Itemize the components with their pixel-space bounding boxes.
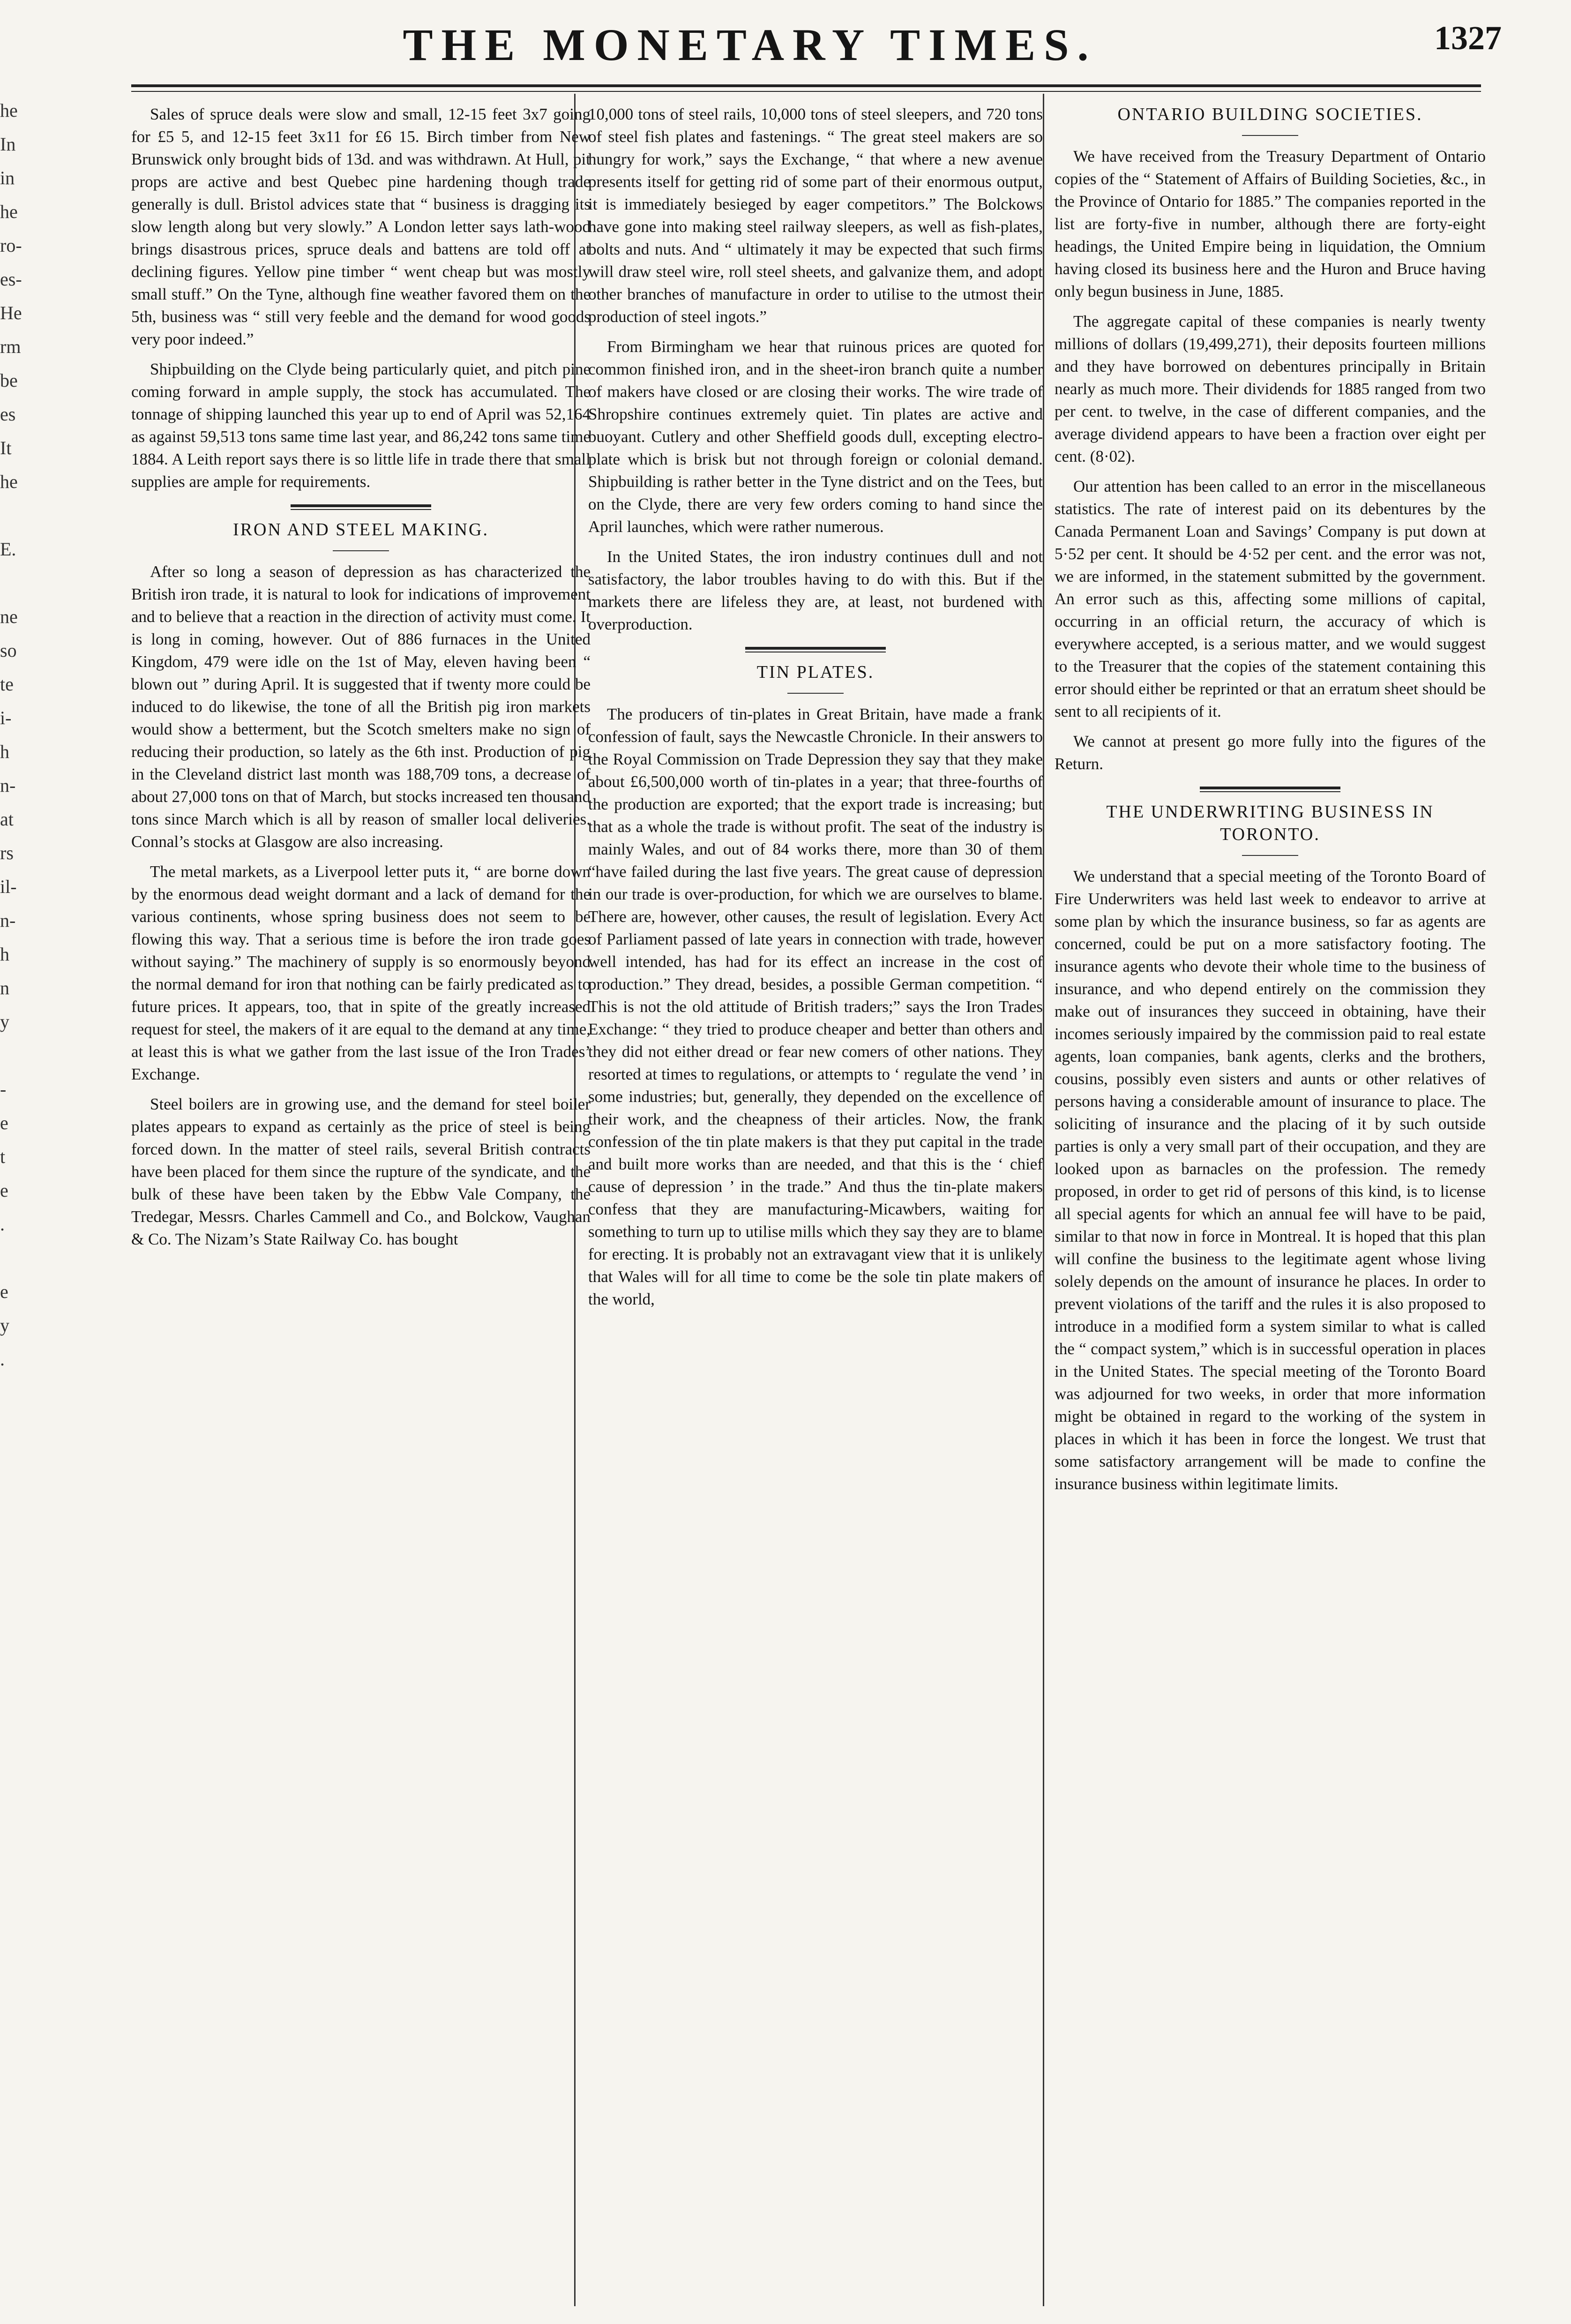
paragraph-steel-rails: 10,000 tons of steel rails, 10,000 tons of steel sleepers, and 720 tons of steel fish plates and fastenings. “ The great steel makers are so hungry for work,” says the Exchange, “ that where a new avenue presents itself for getting rid of some part of their enormous output, it is immediately besieged by eager competitors.” The Bolckows have gone into making steel railway sleepers, as well as fish-plates, bolts and nuts. And “ ultimately it may be expected that such firms will draw steel wire, roll steel sheets, and galvanize them, and adopt other branches of manufacture in order to utilise to the utmost their production of steel ingots.” <box>588 105 1043 326</box>
margin-fragment: be <box>0 370 18 391</box>
paragraph-underwriters-meeting: We understand that a special meeting of the Toronto Board of Fire Underwriters was held last week to endeavor to arrive at some plan by which the insurance business, so far as agents are concerned, could be put on a more satisfactory footing. The insurance agents who devote their whole time to the business of insurance, and who depend entirely on the commission they make out of insurances they succeed in obtaining, have their incomes seriously impaired by the commission paid to real estate agents, loan companies, bank agents, clerks and the brothers, cousins, possibly even sisters and aunts or other relatives of persons having a considerable amount of insurance to place. The soliciting of insurance and the placing of it by such outside parties is only a very small part of their occupation, and they are looked upon as barnacles on the profession. The remedy proposed, in order to get rid of persons of this kind, is to license all special agents for which an annual fee will have to be paid, similar to that now in force in Montreal. It is hoped that this plan will confine the business to the legitimate agent whose living solely depends on the amount of insurance he places. In order to prevent violations of the tariff and the rules it is also proposed to introduce in a modified form a system similar to what is called the “ compact system,” which is in successful operation in places in the United States. The special meeting of the Toronto Board was adjourned for two weeks, in order that more information might be obtained in regard to the working of the system in places in which it has been in force the longest. We trust that some satisfactory arrangement will be made to confine the insurance business within legitimate limits. <box>1055 867 1486 1493</box>
margin-fragment: rs <box>0 842 14 863</box>
heading-ontario-building-societies: ONTARIO BUILDING SOCIETIES. <box>1117 105 1423 124</box>
heading-underline <box>1242 855 1298 856</box>
margin-fragment <box>0 566 47 600</box>
margin-fragment: e <box>0 1180 8 1201</box>
margin-fragment: in <box>0 167 15 188</box>
margin-fragment: he <box>0 100 18 121</box>
margin-fragment: n- <box>0 775 16 796</box>
paragraph-iron-depression: After so long a season of depression as has characterized the British iron trade, it is natural to look for indications of improvement and to believe that a reaction in the direction of activity must come. It is long in coming, however. Out of 886 furnaces in the United Kingdom, 479 were idle on the 1st of May, eleven having been “ blown out ” during April. It is suggested that if twenty more could be induced to do likewise, the tone of all the British pig iron markets would show a betterment, but the Scotch smelters make no sign of reducing their production, so lately as the 6th inst. Production of pig in the Cleveland district last month was 188,709 tons, a decrease of about 27,000 tons on that of March, but stocks increased ten thousand tons since March which is all by reason of smaller local deliveries. Connal’s stocks at Glasgow are also increasing. <box>131 562 591 851</box>
margin-fragment: h <box>0 944 9 965</box>
paragraph-united-states: In the United States, the iron industry continues dull and not satisfactory, the labor troubles having to do with this. But if the markets there are lifeless they are, at least, not burdened with overproduction. <box>588 547 1043 633</box>
margin-fragment: - <box>0 1079 7 1100</box>
paragraph-statistics-error: Our attention has been called to an error in the miscellaneous statistics. The rate of interest paid on its debentures by the Canada Permanent Loan and Savings’ Company is put down at 5·52 per cent. It should be 4·52 per cent. and the error was not, we are informed, in the statement submitted by the government. An error such as this, affecting some millions of capital, occurring in an official return, the accuracy of which is everywhere accepted, is a serious matter, and we would suggest to the Treasurer that the copies of the statement containing this error should either be reprinted or that an erratum sheet should be sent to all recipients of it. <box>1055 477 1486 720</box>
margin-fragment: te <box>0 674 14 695</box>
margin-fragment: n- <box>0 910 16 931</box>
column-divider-2 <box>1043 94 1044 2306</box>
masthead-title: THE MONETARY TIMES. <box>403 20 1097 70</box>
column-2 <box>588 103 1043 2297</box>
margin-fragment: at <box>0 809 14 830</box>
column-1 <box>131 103 591 2297</box>
margin-fragment: In <box>0 134 16 155</box>
margin-fragment: n <box>0 977 9 998</box>
heading-iron-steel: IRON AND STEEL MAKING. <box>233 520 489 540</box>
margin-fragment <box>0 1039 47 1072</box>
section-divider <box>1200 787 1340 792</box>
margin-fragment <box>0 499 47 532</box>
margin-fragment: rm <box>0 336 21 357</box>
heading-underline <box>787 693 844 694</box>
margin-fragment: He <box>0 302 22 323</box>
page-header <box>0 0 1571 89</box>
paragraph-timber-sales: Sales of spruce deals were slow and small, 12-15 feet 3x7 going for £5 5, and 12-15 feet 3x11 for £6 15. Birch timber from New Brunswick only brought bids of 13d. and was withdrawn. At Hull, pit props are active and best Quebec pine hardening though trade generally is dull. Bristol advices state that “ business is dragging its slow length along but very slowly.” A London letter says lath-wood brings disastrous prices, spruce deals and battens are told off at declining figures. Yellow pine timber “ went cheap but was mostly small stuff.” On the Tyne, although fine weather favored them on the 5th, business was “ still very feeble and the demand for wood goods very poor indeed.” <box>131 105 591 348</box>
page-number: 1327 <box>1434 19 1502 57</box>
paragraph-metal-markets: The metal markets, as a Liverpool letter puts it, “ are borne down by the enormous dead weight dormant and a lack of demand for the various continents, whose spring business does not seem to be flowing this way. That a serious time is before the iron trade goes without saying.” The machinery of supply is so enormously beyond the normal demand for iron that nothing can be fairly predicated as to future prices. It appears, too, that in spite of the greatly increased request for steel, the makers of it are equal to the demand at any time, at least this is what we gather from the last issue of the Iron Trades’ Exchange. <box>131 862 591 1083</box>
heading-underline <box>333 550 389 551</box>
paragraph-aggregate-capital: The aggregate capital of these companies is nearly twenty millions of dollars (19,499,271), their deposits fourteen millions and they have borrowed on debentures principally in Britain nearly as much more. Their dividends for 1885 ranged from two per cent. to twelve, in the case of different companies, and the average dividend appears to have been a fraction over eight per cent. (8·02). <box>1055 312 1486 465</box>
paragraph-steel-boilers: Steel boilers are in growing use, and the demand for steel boiler plates appears to expand as certainly as the price of steel is being forced down. In the matter of steel rails, several British contracts have been placed for them since the rupture of the syndicate, and the bulk of these have been taken by the Ebbw Vale Company, the Tredegar, Messrs. Charles Cammell and Co., and Bolckow, Vaughan & Co. The Nizam’s State Railway Co. has bought <box>131 1095 591 1248</box>
paragraph-shipbuilding-clyde: Shipbuilding on the Clyde being particularly quiet, and pitch pine coming forward in ample supply, the stock has accumulated. The tonnage of shipping launched this year up to end of April was 52,164 as against 59,513 tons same time last year, and 86,242 tons same time 1884. A Leith report says there is so little life in trade there that small supplies are ample for requirements. <box>131 360 591 491</box>
left-margin-fragments <box>0 94 47 2297</box>
margin-fragment: E. <box>0 539 16 560</box>
heading-underwriting-business: THE UNDERWRITING BUSINESS IN TORONTO. <box>1106 802 1434 844</box>
section-divider <box>291 504 431 510</box>
margin-fragment: so <box>0 640 17 661</box>
margin-fragment: he <box>0 201 18 222</box>
margin-fragment: . <box>0 1349 5 1370</box>
margin-fragment: e <box>0 1112 8 1133</box>
margin-fragment: he <box>0 471 18 492</box>
margin-fragment: es <box>0 404 16 425</box>
section-divider <box>745 647 886 652</box>
margin-fragment: ne <box>0 606 18 627</box>
column-3 <box>1055 103 1486 2297</box>
margin-fragment: ro- <box>0 235 22 256</box>
margin-fragment: It <box>0 437 12 458</box>
paragraph-birmingham: From Birmingham we hear that ruinous prices are quoted for common finished iron, and in the sheet-iron branch quite a number of makers have closed or are closing their works. The wire trade of Shropshire continues extremely quiet. Tin plates are active and buoyant. Cutlery and other Sheffield goods dull, excepting electro-plate which is brisk but not through foreign or colonial demand. Shipbuilding is rather better in the Tyne district and on the Tees, but on the Clyde, there are very few orders coming to hand since the April launches, which were rather numerous. <box>588 337 1043 536</box>
paragraph-treasury-statement: We have received from the Treasury Department of Ontario copies of the “ Statement of Affairs of Building Societies, &c., in the Province of Ontario for 1885.” The companies reported in the list are forty-five in number, although there are forty-eight headings, the United Empire being in liquidation, the Omnium having closed its business here and the Huron and Bruce having only begun business in June, 1885. <box>1055 147 1486 300</box>
margin-fragment: es- <box>0 269 22 290</box>
margin-fragment: y <box>0 1315 9 1336</box>
margin-fragment: il- <box>0 876 17 897</box>
margin-fragment: t <box>0 1146 6 1167</box>
paragraph-return-figures: We cannot at present go more fully into the figures of the Return. <box>1055 732 1486 773</box>
margin-fragment: h <box>0 741 9 762</box>
paragraph-tin-plates: The producers of tin-plates in Great Britain, have made a frank confession of fault, says the Newcastle Chronicle. In their answers to the Royal Commission on Trade Depression they say that they make about £6,500,000 worth of tin-plates in a year; that three-fourths of the production are exported; that the export trade is increasing; but that as a whole the trade is without profit. The seat of the industry is mainly Wales, and out of 84 works there, more than 30 of them “have failed during the last five years. The great cause of depression in our trade is over-production, for which we are ourselves to blame. There are, however, other causes, the result of legislation. Every Act of Parliament passed of late years in connection with trade, however well intended, has had for its effect an increase in the cost of production.” They dread, besides, a possible German competition. “ This is not the old attitude of British traders;” says the Iron Trades Exchange: “ they tried to produce cheaper and better than others and they did not either dread or fear new comers of other nations. They resorted at times to regulations, or attempts to ‘ regulate the vend ’ in some industries; but, generally, they depended on the excellence of their work, and the cheapness of their articles. Now, the frank confession of the tin plate makers is that they put capital in the trade and built more works than are needed, and that this is the ‘ chief cause of depression ’ in the trade.” And thus the tin-plate makers confess that they are manufacturing-Micawbers, waiting for something to turn up to utilise mills which they say they are to blame for erecting. It is probably not an extravagant view that it is unlikely that Wales will for all time to come be the sole tin plate makers of the world, <box>588 705 1043 1308</box>
margin-fragment: y <box>0 1011 9 1032</box>
heading-underline <box>1242 135 1298 136</box>
margin-fragment: . <box>0 1214 5 1235</box>
margin-fragment: e <box>0 1281 8 1302</box>
header-rule <box>131 84 1481 92</box>
margin-fragment <box>0 1241 47 1275</box>
heading-tin-plates: TIN PLATES. <box>756 662 875 682</box>
margin-fragment: i- <box>0 707 12 728</box>
